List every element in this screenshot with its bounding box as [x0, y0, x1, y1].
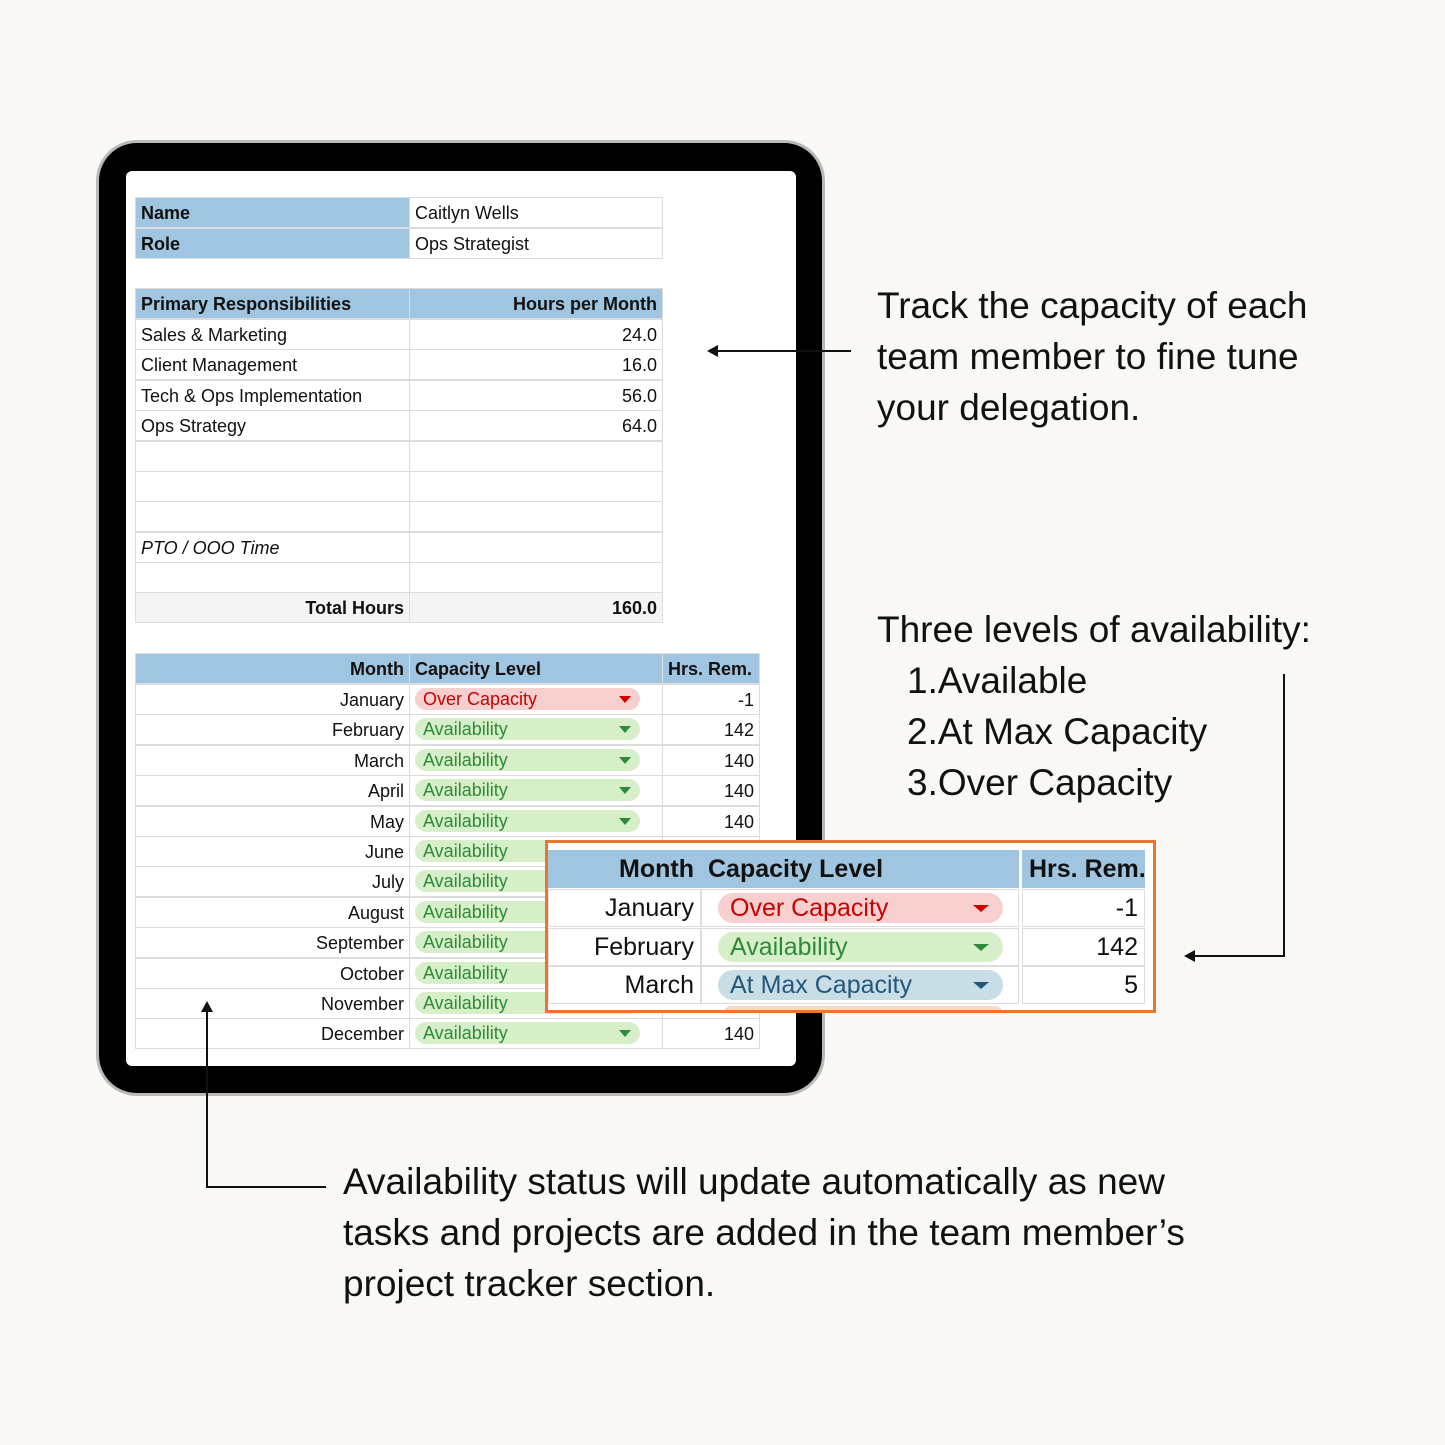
- responsibility-label[interactable]: Tech & Ops Implementation: [135, 380, 410, 411]
- zoom-month-cell: January: [548, 889, 701, 927]
- capacity-level-label: Availability: [423, 719, 508, 740]
- hrs-rem-cell: 140: [662, 775, 760, 806]
- responsibility-hours[interactable]: 64.0: [409, 410, 663, 441]
- track-annotation: [877, 280, 1308, 433]
- month-cell: May: [135, 806, 410, 837]
- responsibility-hours[interactable]: [409, 532, 663, 563]
- responsibility-label[interactable]: [135, 501, 410, 532]
- hours-header: Hours per Month: [409, 288, 663, 319]
- responsibility-label[interactable]: [135, 562, 410, 593]
- month-cell: September: [135, 927, 410, 958]
- zoom-cutoff-row: [723, 1006, 1003, 1013]
- zoom-capacity-level-label: At Max Capacity: [730, 971, 913, 999]
- hrs-rem-cell: 140: [662, 806, 760, 837]
- capacity-level-label: Availability: [423, 871, 508, 892]
- responsibility-label[interactable]: Ops Strategy: [135, 410, 410, 441]
- responsibility-hours[interactable]: [409, 441, 663, 472]
- level-number: 3.: [907, 762, 938, 803]
- month-cell: November: [135, 988, 410, 1019]
- hrs-rem-cell: 140: [662, 745, 760, 776]
- capacity-level-label: Availability: [423, 901, 508, 922]
- role-label: Role: [135, 228, 410, 259]
- name-label: Name: [135, 197, 410, 228]
- capacity-level-label: Availability: [423, 749, 508, 770]
- zoom-hrs-rem-cell: -1: [1022, 889, 1145, 927]
- arrow-up-icon: [206, 1010, 208, 1188]
- responsibility-label[interactable]: [135, 441, 410, 472]
- month-cell: February: [135, 714, 410, 745]
- arrow-up-head-icon: [201, 1001, 213, 1012]
- auto-line-1: Availability status will update automatically as new: [343, 1161, 1165, 1202]
- dropdown-arrow-icon[interactable]: [619, 1030, 631, 1037]
- responsibility-label[interactable]: [135, 471, 410, 502]
- role-value[interactable]: Ops Strategist: [409, 228, 663, 259]
- hrs-rem-header: Hrs. Rem.: [662, 653, 760, 684]
- zoom-hrs-rem-cell: 142: [1022, 928, 1145, 966]
- zoom-hrs-rem-header: Hrs. Rem.: [1022, 850, 1145, 888]
- responsibility-hours[interactable]: 56.0: [409, 380, 663, 411]
- capacity-level-label: Availability: [423, 780, 508, 801]
- capacity-dropdown[interactable]: [415, 718, 640, 740]
- connector-line: [206, 1186, 326, 1188]
- month-cell: July: [135, 866, 410, 897]
- responsibility-hours[interactable]: 16.0: [409, 349, 663, 380]
- total-hours-value: 160.0: [409, 592, 663, 623]
- responsibility-label[interactable]: Sales & Marketing: [135, 319, 410, 350]
- month-cell: August: [135, 897, 410, 928]
- responsibilities-header: Primary Responsibilities: [135, 288, 410, 319]
- zoom-capacity-dropdown[interactable]: [718, 893, 1003, 923]
- arrow-left-icon: [1193, 955, 1285, 957]
- name-value[interactable]: Caitlyn Wells: [409, 197, 663, 228]
- capacity-dropdown[interactable]: [415, 688, 640, 710]
- hrs-rem-cell: -1: [662, 684, 760, 715]
- level-text: Over Capacity: [937, 762, 1173, 803]
- auto-line-2: tasks and projects are added in the team member’s: [343, 1212, 1185, 1253]
- month-cell: October: [135, 958, 410, 989]
- dropdown-arrow-icon[interactable]: [619, 787, 631, 794]
- month-header: Month: [135, 653, 410, 684]
- track-line-3: your delegation.: [877, 387, 1141, 428]
- month-cell: December: [135, 1018, 410, 1049]
- responsibility-hours[interactable]: [409, 562, 663, 593]
- capacity-level-label: Availability: [423, 932, 508, 953]
- capacity-level-label: Availability: [423, 993, 508, 1013]
- auto-update-annotation: [343, 1156, 1185, 1309]
- hrs-rem-cell: 142: [662, 714, 760, 745]
- hrs-rem-cell: 140: [662, 1018, 760, 1049]
- level-number: 2.: [907, 711, 938, 752]
- capacity-level-label: Availability: [423, 841, 508, 861]
- capacity-dropdown[interactable]: [415, 1022, 640, 1044]
- zoom-capacity-level-label: Availability: [730, 932, 848, 961]
- responsibility-label[interactable]: PTO / OOO Time: [135, 532, 410, 563]
- month-cell: April: [135, 775, 410, 806]
- zoom-capacity-level-header: Capacity Level: [701, 850, 1019, 888]
- dropdown-arrow-icon[interactable]: [619, 696, 631, 703]
- zoom-capacity-dropdown[interactable]: [718, 970, 1003, 1000]
- arrow-left-head-icon: [707, 345, 718, 357]
- level-number: 1.: [907, 660, 938, 701]
- level-item: [877, 655, 1311, 706]
- levels-annotation: [877, 604, 1311, 808]
- total-hours-label: Total Hours: [135, 592, 410, 623]
- dropdown-arrow-icon[interactable]: [619, 818, 631, 825]
- capacity-dropdown[interactable]: [415, 779, 640, 801]
- zoomed-capacity-callout: [545, 840, 1156, 1013]
- month-cell: June: [135, 836, 410, 867]
- arrow-left-head-icon: [1184, 950, 1195, 962]
- auto-line-3: project tracker section.: [343, 1263, 716, 1304]
- dropdown-arrow-icon[interactable]: [973, 982, 989, 989]
- arrow-left-icon: [716, 350, 851, 352]
- zoom-month-header: Month: [548, 850, 701, 888]
- dropdown-arrow-icon[interactable]: [619, 726, 631, 733]
- responsibility-hours[interactable]: [409, 471, 663, 502]
- zoom-hrs-rem-cell: 5: [1022, 966, 1145, 1004]
- capacity-level-label: Availability: [423, 1023, 508, 1044]
- level-item: [877, 757, 1311, 808]
- level-text: At Max Capacity: [937, 711, 1208, 752]
- track-line-1: Track the capacity of each: [877, 285, 1308, 326]
- capacity-dropdown[interactable]: [415, 810, 640, 832]
- levels-title: Three levels of availability:: [877, 609, 1311, 650]
- connector-line: [1283, 674, 1285, 957]
- zoom-capacity-dropdown[interactable]: [718, 932, 1003, 962]
- capacity-dropdown[interactable]: [415, 749, 640, 771]
- level-text: Available: [937, 660, 1088, 701]
- responsibility-label[interactable]: Client Management: [135, 349, 410, 380]
- responsibility-hours[interactable]: [409, 501, 663, 532]
- capacity-level-header: Capacity Level: [409, 653, 663, 684]
- zoom-capacity-level-label: Over Capacity: [730, 894, 889, 922]
- level-item: [877, 706, 1311, 757]
- capacity-level-label: Over Capacity: [423, 689, 538, 709]
- capacity-level-label: Availability: [423, 962, 508, 983]
- responsibility-hours[interactable]: 24.0: [409, 319, 663, 350]
- zoom-month-cell: March: [548, 966, 701, 1004]
- track-line-2: team member to fine tune: [877, 336, 1299, 377]
- month-cell: January: [135, 684, 410, 715]
- capacity-level-label: Availability: [423, 810, 508, 831]
- dropdown-arrow-icon[interactable]: [619, 757, 631, 764]
- dropdown-arrow-icon[interactable]: [973, 944, 989, 951]
- zoom-month-cell: February: [548, 928, 701, 966]
- dropdown-arrow-icon[interactable]: [973, 905, 989, 912]
- month-cell: March: [135, 745, 410, 776]
